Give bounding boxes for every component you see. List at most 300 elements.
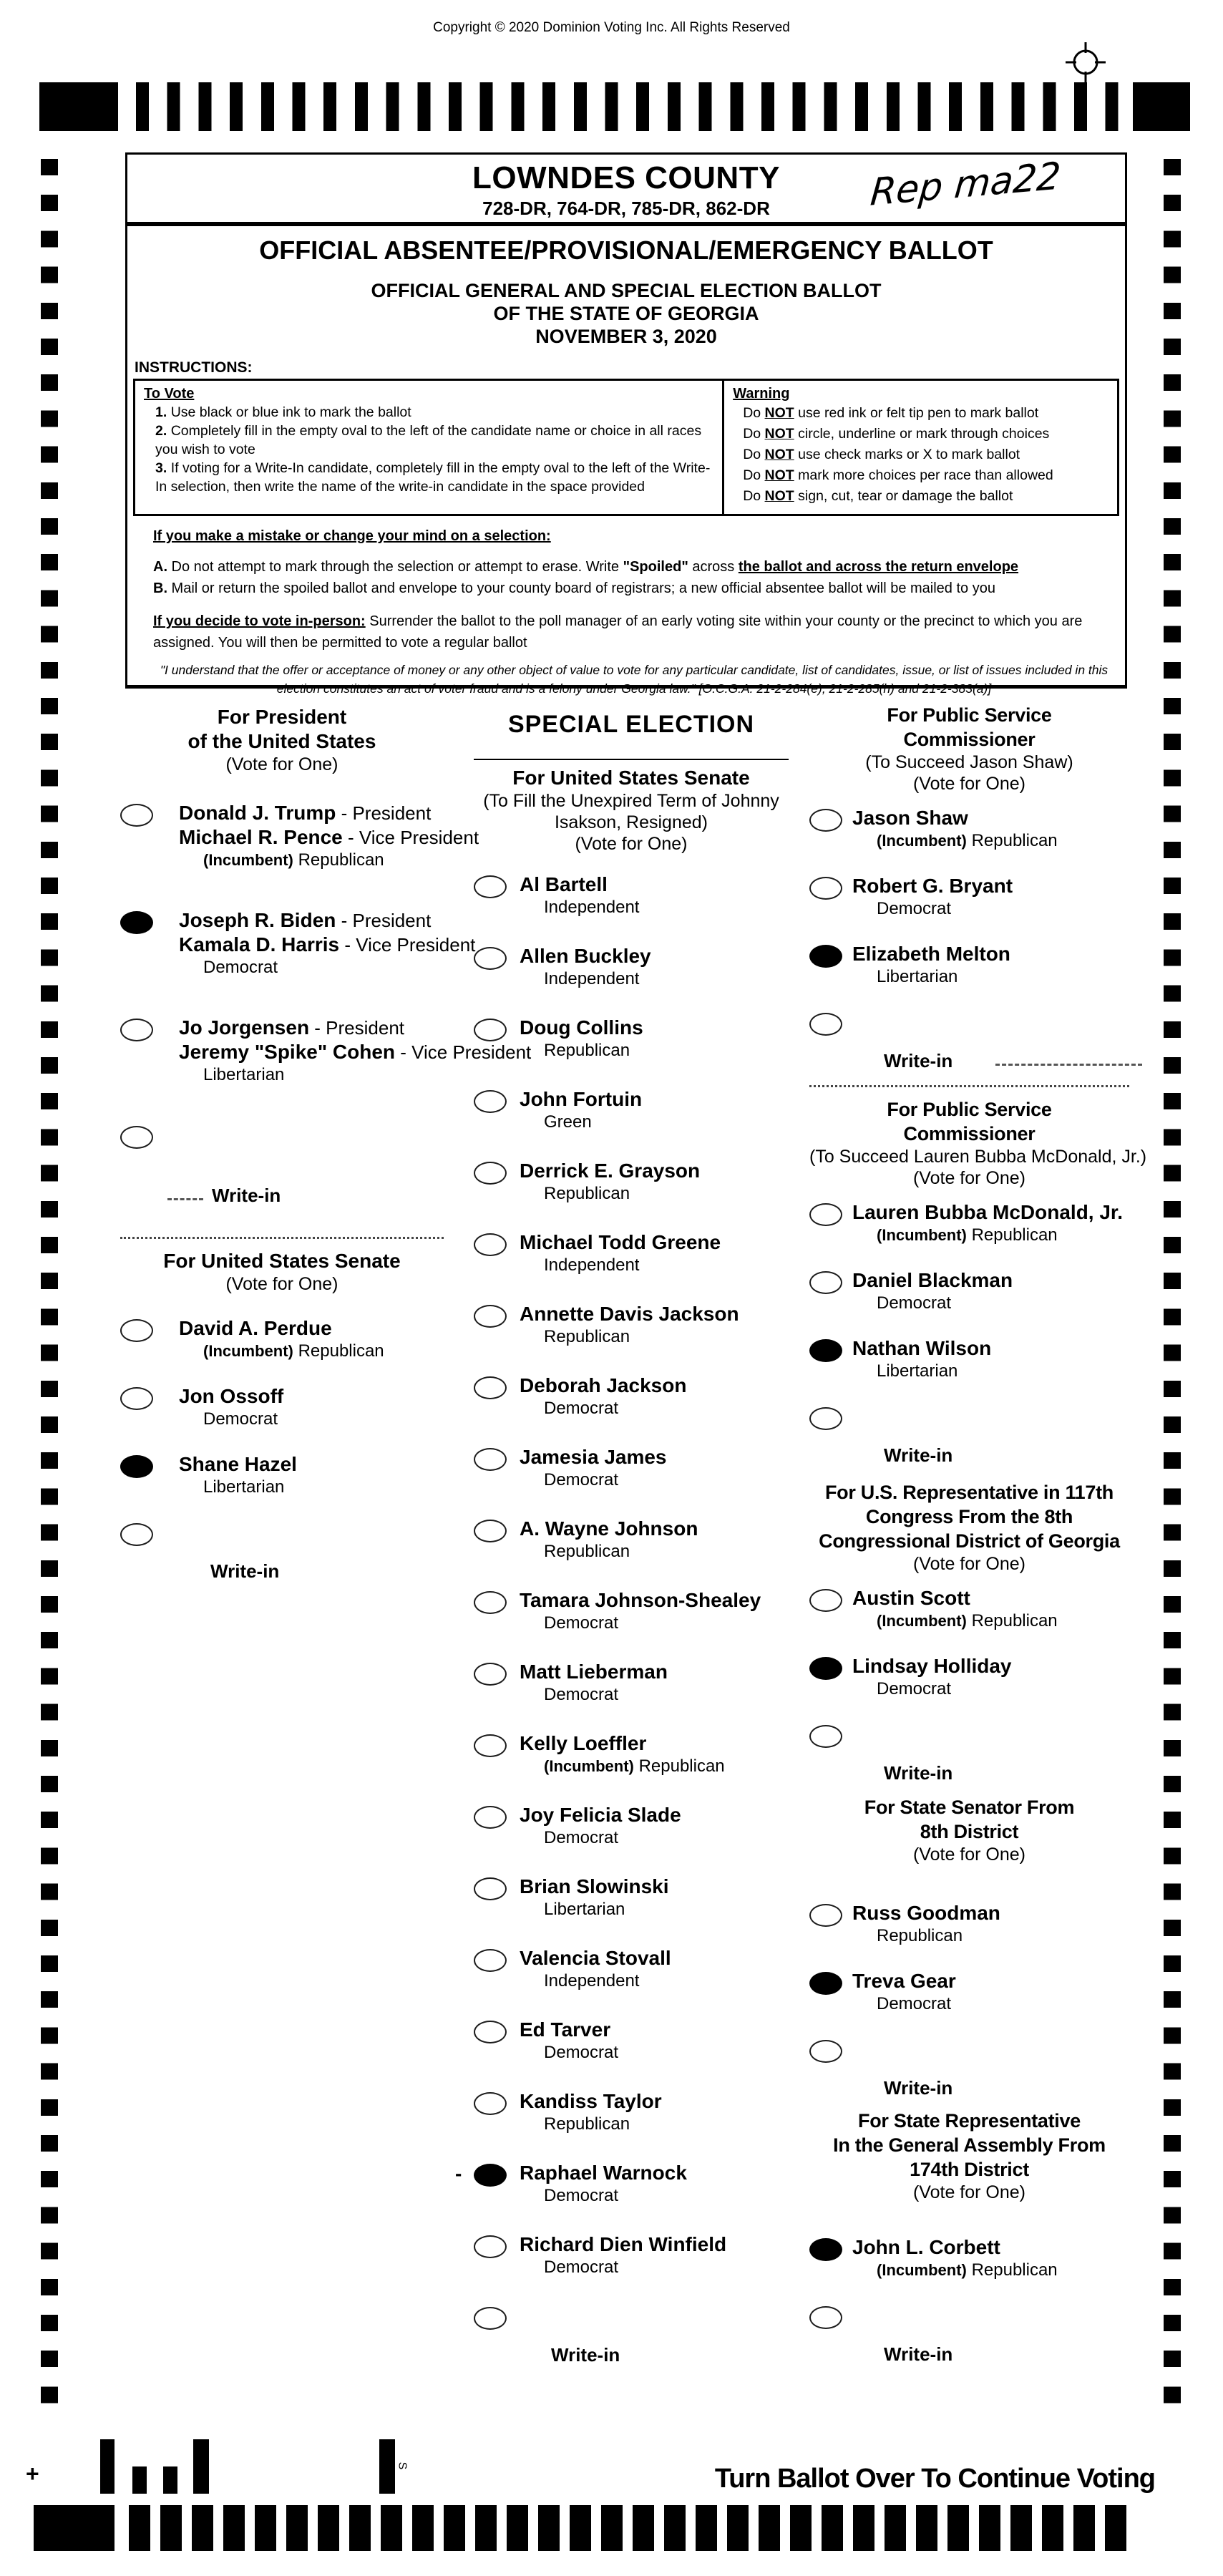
race-title-line: 174th District: [910, 2159, 1029, 2180]
race-for-public-service-commissioner: [809, 1085, 1147, 1498]
empty-vote-oval[interactable]: [120, 1387, 153, 1410]
candidate-party: [520, 1970, 789, 1992]
party-text: Democrat: [877, 1679, 952, 1698]
candidate-name: [520, 1517, 789, 1541]
candidate-list: [809, 806, 1129, 1082]
in-person-lead: If you decide to vote in-person:: [153, 613, 366, 629]
empty-vote-oval[interactable]: [474, 1806, 507, 1829]
candidate-name-text: Shane Hazel: [179, 1453, 297, 1475]
candidate-name: [852, 1268, 1129, 1293]
empty-vote-oval[interactable]: [474, 1233, 507, 1256]
candidate-list: [809, 1200, 1129, 1476]
candidate-row: [120, 1384, 444, 1430]
candidate-name-text: Treva Gear: [852, 1970, 956, 1992]
candidate-row: [474, 1445, 789, 1491]
candidate-row: [474, 1803, 789, 1849]
candidate-row: [474, 873, 789, 918]
write-in-label: Write-in: [884, 1050, 953, 1071]
turn-ballot-over-text: Turn Ballot Over To Continue Voting: [714, 2464, 1155, 2494]
write-in-row: [120, 1520, 444, 1592]
party-text: Republican: [877, 1926, 963, 1945]
candidate-row: [474, 2018, 789, 2064]
race-for-u-s-representative-in-117th-congress-from-the-8th-congressional-district-of-georgia: [809, 1480, 1129, 1816]
item-a-text2: across: [688, 559, 739, 575]
warning-post: circle, underline or mark through choices: [794, 426, 1050, 442]
ballot-style-codes: 728-DR, 764-DR, 785-DR, 862-DR: [482, 198, 770, 219]
candidate-list: [809, 2235, 1129, 2375]
candidate-party: [852, 898, 1129, 920]
party-text: Republican: [971, 831, 1058, 850]
candidate-name: [520, 2018, 789, 2042]
candidate-party: [852, 1293, 1129, 1314]
empty-vote-oval[interactable]: [120, 804, 153, 827]
party-text: Republican: [298, 850, 384, 870]
race-subtitle-line: Isakson, Resigned): [554, 812, 708, 832]
candidate-party: [852, 2260, 1129, 2281]
filled-vote-oval[interactable]: [809, 1339, 842, 1362]
race-title-line: For State Senator From: [864, 1797, 1075, 1818]
ballot-subtitle-line: OFFICIAL GENERAL AND SPECIAL ELECTION BALLOT: [371, 280, 882, 301]
candidate-party: [520, 1040, 789, 1061]
empty-vote-oval[interactable]: [474, 1663, 507, 1686]
candidate-list: [120, 1316, 444, 1592]
race-subtitle-line: (Vote for One): [912, 1554, 1026, 1574]
incumbent-label: (Incumbent): [203, 851, 293, 869]
party-text: Democrat: [544, 2043, 619, 2062]
candidate-name-text: Elizabeth Melton: [852, 943, 1010, 965]
warning-pre: Do: [743, 426, 765, 442]
write-in-label-line: [179, 1123, 444, 1207]
timing-mark-block-bottom-left: [34, 2505, 114, 2551]
candidate-name: [520, 1230, 789, 1255]
to-vote-heading: To Vote: [144, 386, 195, 402]
candidate-row: [809, 1969, 1129, 2015]
candidate-name-text: Allen Buckley: [520, 945, 651, 967]
candidate-name: [520, 1445, 789, 1469]
write-in-label: Write-in: [884, 1444, 953, 1466]
write-in-row: [120, 1123, 444, 1207]
race-for-state-senator-from-8th-district: [809, 1795, 1129, 2131]
item-a-spoiled: "Spoiled": [623, 559, 688, 575]
write-in-row: [809, 1404, 1129, 1476]
candidate-row: [474, 2089, 789, 2135]
empty-vote-oval[interactable]: [474, 1734, 507, 1757]
candidate-name-text: Deborah Jackson: [520, 1374, 687, 1396]
candidate-name: [179, 1016, 444, 1040]
candidate-name: [520, 1016, 789, 1040]
filled-vote-oval[interactable]: [120, 1455, 153, 1478]
race-subtitle-line: (To Fill the Unexpired Term of Johnny: [483, 791, 779, 811]
race-title-line: For U.S. Representative in 117th: [824, 1482, 1114, 1503]
write-in-oval[interactable]: [809, 1725, 842, 1748]
running-mate-name-text: Michael R. Pence: [179, 826, 343, 848]
timing-marks-left: [41, 159, 58, 2406]
candidate-row: [474, 1230, 789, 1276]
candidate-name: [520, 2161, 789, 2185]
candidate-office-suffix: - President: [336, 910, 432, 931]
party-text: Democrat: [544, 2186, 619, 2205]
candidate-row: [474, 1302, 789, 1348]
empty-vote-oval[interactable]: [474, 1448, 507, 1471]
instructions-label: INSTRUCTIONS:: [135, 359, 253, 376]
candidate-name-text: Kandiss Taylor: [520, 2090, 662, 2112]
empty-vote-oval[interactable]: [474, 2092, 507, 2115]
party-text: Democrat: [544, 1470, 619, 1489]
empty-vote-oval[interactable]: [809, 1203, 842, 1226]
race-title-line: of the United States: [187, 730, 376, 752]
candidate-name-text: Michael Todd Greene: [520, 1231, 721, 1253]
candidate-party: [852, 830, 1129, 852]
candidate-name: [179, 1452, 444, 1477]
stub-bar: [163, 2466, 177, 2494]
instruction-text: Use black or blue ink to mark the ballot: [170, 404, 411, 420]
write-in-row: [474, 2304, 789, 2376]
candidate-name: [852, 1654, 1129, 1678]
party-text: Republican: [544, 1184, 630, 1203]
candidate-name-text: A. Wayne Johnson: [520, 1517, 698, 1540]
party-text: Democrat: [544, 1399, 619, 1418]
candidate-party: [179, 850, 444, 871]
voter-fraud-notice: "I understand that the offer or acceptance of money or any other object of value to vote for any particular candidate, list of candidates, issue, or list of issues included in this election constitutes an act of voter fraud and is a felony under Georgia law." [O.C.G.A. 21-2-284(e), 21-2-285(h) and 21-2-383(a)]: [160, 663, 1109, 696]
candidate-name-text: Richard Dien Winfield: [520, 2233, 727, 2255]
incumbent-label: (Incumbent): [877, 832, 967, 850]
candidate-name: [520, 1374, 789, 1398]
candidate-party: [520, 1613, 789, 1634]
write-in-label: Write-in: [884, 2343, 953, 2365]
stub-label: S: [396, 2461, 409, 2470]
candidate-name-text: Daniel Blackman: [852, 1269, 1013, 1291]
ballot-column-left: [120, 0, 532, 2576]
incumbent-label: (Incumbent): [544, 1757, 634, 1775]
write-in-oval[interactable]: [809, 1013, 842, 1036]
party-text: Republican: [544, 1327, 630, 1346]
filled-vote-oval[interactable]: [809, 945, 842, 968]
candidate-name-text: Derrick E. Grayson: [520, 1160, 701, 1182]
candidate-row: [474, 1374, 789, 1419]
candidate-party: [852, 1925, 1129, 1947]
candidate-name: [520, 1302, 789, 1326]
warning-pre: Do: [743, 488, 765, 504]
party-text: Independent: [544, 1255, 640, 1275]
empty-vote-oval[interactable]: [474, 1019, 507, 1041]
party-text: Independent: [544, 898, 640, 917]
candidate-party: [520, 2257, 789, 2278]
incumbent-label: (Incumbent): [203, 1342, 293, 1360]
race-for-united-states-senate: [120, 1237, 444, 1614]
candidate-name-text: John L. Corbett: [852, 2236, 1000, 2258]
candidate-party: [520, 1398, 789, 1419]
candidate-row: [120, 801, 479, 871]
candidate-name: [520, 1660, 789, 1684]
item-a-text: Do not attempt to mark through the selection or attempt to erase. Write: [167, 559, 623, 575]
running-mate-name: [179, 1040, 532, 1064]
warning-post: use check marks or X to mark ballot: [794, 447, 1020, 462]
candidate-name: [852, 1969, 1129, 1993]
candidate-party: [852, 1225, 1129, 1246]
handwritten-annotation: Rep ma22: [868, 155, 1063, 215]
race-title-line: 8th District: [920, 1821, 1019, 1842]
in-person-text: Surrender the ballot to the poll manager of an early voting site within your county or the precinct to which you are assigned. You will then be permitted to vote a regular ballot: [153, 613, 1083, 651]
item-b-text: Mail or return the spoiled ballot and envelope to your county board of registrars; a new official absentee ballot will be mailed to you: [167, 580, 995, 596]
candidate-name-text: Robert G. Bryant: [852, 875, 1013, 897]
candidate-row: [809, 1901, 1129, 1947]
copyright-notice: Copyright © 2020 Dominion Voting Inc. All Rights Reserved: [433, 20, 790, 35]
empty-vote-oval[interactable]: [120, 1019, 153, 1041]
candidate-party: [520, 1326, 789, 1348]
candidate-name-text: Raphael Warnock: [520, 2162, 687, 2184]
write-in-label: Write-in: [884, 2077, 953, 2099]
race-subtitle-line: (Vote for One): [912, 1844, 1026, 1865]
party-text: Republican: [971, 1611, 1058, 1630]
empty-vote-oval[interactable]: [474, 1949, 507, 1972]
race-subtitle-line: (Vote for One): [912, 774, 1026, 794]
party-text: Libertarian: [544, 1900, 625, 1919]
candidate-name: [520, 1946, 789, 1970]
registration-plus-mark: +: [26, 2461, 39, 2487]
party-text: Democrat: [544, 1613, 619, 1633]
party-text: Democrat: [544, 1685, 619, 1704]
candidate-name: [852, 1901, 1129, 1925]
candidate-row: [809, 1268, 1129, 1314]
instruction-text: Completely fill in the empty oval to the left of the candidate name or choice in all races you wish to vote: [155, 423, 702, 457]
party-text: Independent: [544, 1971, 640, 1991]
race-title-line: Commissioner: [903, 729, 1036, 750]
party-text: Republican: [544, 2114, 630, 2134]
candidate-name-text: Jo Jorgensen: [179, 1016, 310, 1039]
running-mate-office-suffix: - Vice President: [342, 827, 479, 848]
special-election-banner: SPECIAL ELECTION: [507, 711, 755, 738]
candidate-name: [852, 942, 1129, 966]
candidate-name: [520, 1875, 789, 1899]
warning-not: NOT: [764, 467, 794, 483]
race-for-public-service-commissioner: [809, 703, 1129, 1104]
candidate-name-text: Tamara Johnson-Shealey: [520, 1589, 761, 1611]
candidate-row: [120, 908, 476, 978]
empty-vote-oval[interactable]: [474, 1376, 507, 1399]
candidate-name-text: John Fortuin: [520, 1088, 643, 1110]
race-subtitle-line: (Vote for One): [912, 1168, 1026, 1188]
candidate-party: [852, 1993, 1129, 2015]
candidate-office-suffix: - President: [336, 802, 432, 824]
candidate-name: [852, 806, 1129, 830]
candidate-party: [520, 1684, 789, 1706]
candidate-name: [852, 1336, 1129, 1361]
candidate-party: [852, 966, 1129, 988]
candidate-name: [520, 1588, 789, 1613]
ballot-subtitle-line: NOVEMBER 3, 2020: [535, 326, 717, 347]
timing-mark-block-top-left: [39, 82, 118, 131]
stub-bar: [193, 2439, 209, 2494]
candidate-row: [120, 1016, 532, 1086]
candidate-row: [474, 1016, 789, 1061]
candidate-row: [474, 944, 789, 990]
candidate-row: [809, 806, 1129, 852]
empty-vote-oval[interactable]: [809, 1904, 842, 1927]
warning-not: NOT: [764, 447, 794, 462]
candidate-name: [520, 1159, 789, 1183]
filled-vote-oval[interactable]: [809, 2238, 842, 2261]
warning-not: NOT: [764, 426, 794, 442]
candidate-name: [179, 908, 444, 933]
party-text: Democrat: [544, 1828, 619, 1847]
party-text: Republican: [544, 1041, 630, 1060]
candidate-name: [852, 874, 1129, 898]
empty-vote-oval[interactable]: [809, 877, 842, 900]
candidate-name-text: Joseph R. Biden: [179, 909, 336, 931]
party-text: Independent: [544, 969, 640, 988]
filled-vote-oval[interactable]: [809, 1657, 842, 1680]
incumbent-label: (Incumbent): [877, 2261, 967, 2279]
write-in-label-line: [852, 2303, 1129, 2366]
filled-vote-oval[interactable]: [474, 2164, 507, 2187]
race-title-line: For President: [217, 706, 347, 728]
candidate-name: [852, 2235, 1129, 2260]
race-title-line: For United States Senate: [163, 1250, 401, 1272]
candidate-name-text: Al Bartell: [520, 873, 608, 895]
candidate-row: [474, 1946, 789, 1992]
candidate-list: [120, 801, 532, 1207]
write-in-oval[interactable]: [120, 1126, 153, 1149]
empty-vote-oval[interactable]: [474, 947, 507, 970]
write-in-label-line: [179, 1520, 444, 1583]
candidate-name-text: Russ Goodman: [852, 1902, 1000, 1924]
candidate-name: [520, 2232, 789, 2257]
race-title-line: For United States Senate: [512, 767, 750, 789]
write-in-label-line: [520, 2304, 789, 2366]
empty-vote-oval[interactable]: [474, 1520, 507, 1542]
race-subtitle-line: (Vote for One): [225, 1274, 338, 1294]
candidate-party: [520, 1255, 789, 1276]
warning-pre: Do: [743, 447, 765, 462]
incumbent-label: (Incumbent): [877, 1612, 967, 1630]
write-in-oval[interactable]: [809, 1407, 842, 1430]
ballot-subtitle-line: OF THE STATE OF GEORGIA: [493, 303, 759, 324]
candidate-party: [520, 897, 789, 918]
write-in-row: [809, 2037, 1129, 2109]
candidate-office-suffix: - President: [309, 1017, 405, 1039]
candidate-name-text: Lindsay Holliday: [852, 1655, 1012, 1677]
race-subtitle-line: (To Succeed Jason Shaw): [865, 752, 1073, 772]
write-in-label-line: [852, 2037, 1129, 2099]
candidate-name-text: Joy Felicia Slade: [520, 1804, 681, 1826]
party-text: Republican: [971, 2260, 1058, 2280]
party-text: Republican: [298, 1341, 384, 1361]
candidate-name-text: Matt Lieberman: [520, 1661, 668, 1683]
candidate-party: [520, 1541, 789, 1562]
candidate-party: [520, 1183, 789, 1205]
incumbent-label: (Incumbent): [877, 1226, 967, 1244]
running-mate-office-suffix: - Vice President: [339, 934, 476, 956]
stub-bar: [100, 2439, 114, 2494]
empty-vote-oval[interactable]: [474, 875, 507, 898]
candidate-party: [179, 1477, 444, 1498]
empty-vote-oval[interactable]: [474, 1305, 507, 1328]
empty-vote-oval[interactable]: [474, 2021, 507, 2043]
write-in-oval[interactable]: [809, 2306, 842, 2329]
candidate-row: [809, 1336, 1129, 1382]
empty-vote-oval[interactable]: [474, 1877, 507, 1900]
candidate-name-text: Jamesia James: [520, 1446, 667, 1468]
warning-heading: Warning: [733, 386, 790, 402]
timing-marks-right: [1164, 159, 1181, 2406]
candidate-row: [474, 1087, 789, 1133]
write-in-oval[interactable]: [809, 2040, 842, 2063]
candidate-row: [474, 1660, 789, 1706]
write-in-line: [167, 1198, 203, 1200]
candidate-row: [809, 2235, 1129, 2281]
candidate-name: [520, 944, 789, 968]
write-in-label-line: [852, 1010, 1129, 1072]
empty-vote-oval[interactable]: [474, 1591, 507, 1614]
race-title-line: For State Representative: [858, 2110, 1081, 2132]
candidate-row: [474, 2232, 789, 2278]
race-title-line: Congressional District of Georgia: [819, 1530, 1120, 1552]
candidate-list: [809, 1586, 1129, 1794]
candidate-row: [120, 1316, 444, 1362]
write-in-label: Write-in: [210, 1560, 280, 1582]
empty-vote-oval[interactable]: [809, 809, 842, 832]
candidate-row: [474, 1731, 789, 1777]
empty-vote-oval[interactable]: [474, 1162, 507, 1185]
warning-post: sign, cut, tear or damage the ballot: [794, 488, 1013, 504]
instruction-number: 2.: [155, 423, 167, 439]
mistake-heading: If you make a mistake or change your mind on a selection:: [153, 528, 551, 544]
item-b-label: B.: [153, 580, 167, 596]
empty-vote-oval[interactable]: [474, 1090, 507, 1113]
write-in-oval[interactable]: [120, 1523, 153, 1546]
candidate-name-text: Valencia Stovall: [520, 1947, 671, 1969]
candidate-name: [179, 1316, 444, 1341]
candidate-name-text: Donald J. Trump: [179, 802, 336, 824]
candidate-name-text: Kelly Loeffler: [520, 1732, 647, 1754]
empty-vote-oval[interactable]: [809, 1589, 842, 1612]
item-a-underlined: the ballot and across the return envelope: [738, 559, 1019, 575]
warning-post: mark more choices per race than allowed: [794, 467, 1053, 483]
filled-vote-oval[interactable]: [809, 1972, 842, 1995]
candidate-party: [179, 1341, 444, 1362]
candidate-party: [179, 1064, 444, 1086]
filled-vote-oval[interactable]: [120, 911, 153, 934]
party-text: Libertarian: [877, 1361, 958, 1381]
candidate-party: [179, 957, 444, 978]
candidate-row: [809, 874, 1129, 920]
party-text: Republican: [544, 1542, 630, 1561]
write-in-row: [809, 2303, 1129, 2375]
candidate-row: [809, 1586, 1129, 1632]
candidate-party: [520, 1112, 789, 1133]
empty-vote-oval[interactable]: [474, 2235, 507, 2258]
empty-vote-oval[interactable]: [120, 1319, 153, 1342]
party-text: Democrat: [203, 1409, 278, 1429]
write-in-label: Write-in: [212, 1185, 281, 1206]
race-subtitle-line: (Vote for One): [575, 834, 688, 854]
candidate-name-text: Jon Ossoff: [179, 1385, 284, 1407]
party-text: Libertarian: [203, 1477, 285, 1497]
candidate-name: [520, 1803, 789, 1827]
candidate-name-text: David A. Perdue: [179, 1317, 332, 1339]
running-mate-name-text: Kamala D. Harris: [179, 933, 340, 956]
write-in-label-line: [852, 1404, 1129, 1467]
candidate-party: [852, 1361, 1129, 1382]
party-text: Democrat: [544, 2257, 619, 2277]
instruction-text: If voting for a Write-In candidate, completely fill in the empty oval to the left of the Write-In selection, then write the name of the write-in candidate in the space provided: [155, 460, 711, 495]
write-in-oval[interactable]: [474, 2307, 507, 2330]
candidate-name: [179, 1384, 444, 1409]
empty-vote-oval[interactable]: [809, 1271, 842, 1294]
candidate-row: [809, 1654, 1129, 1700]
race-subtitle-line: (Vote for One): [225, 754, 338, 774]
ballot-title: OFFICIAL ABSENTEE/PROVISIONAL/EMERGENCY BALLOT: [259, 235, 993, 265]
